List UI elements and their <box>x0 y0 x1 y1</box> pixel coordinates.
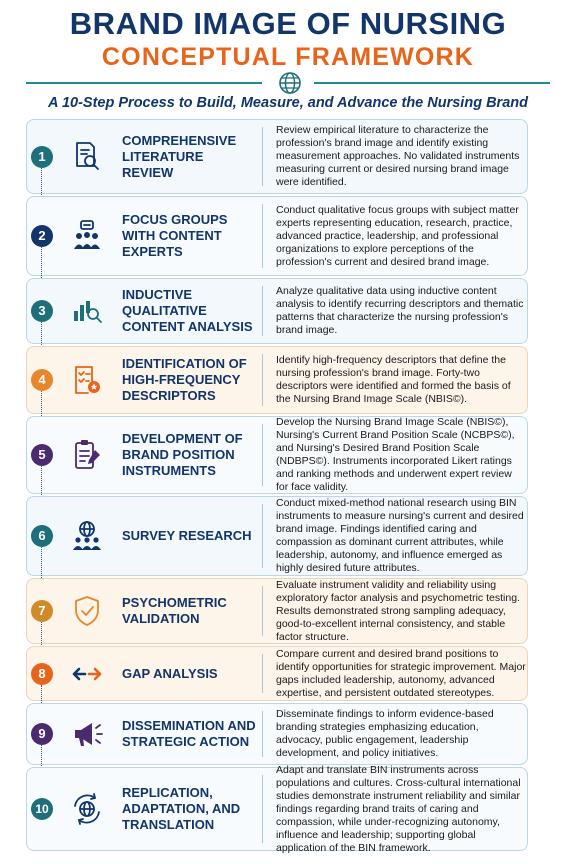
step-title <box>122 498 257 574</box>
step-title-text: INDUCTIVE QUALITATIVE CONTENT ANALYSIS <box>122 287 253 334</box>
clipboard-pencil-icon <box>70 438 104 472</box>
step-description <box>276 198 526 274</box>
step-title <box>122 648 257 699</box>
step-description <box>276 348 526 412</box>
row-separator <box>262 204 263 268</box>
step-description-text: Conduct qualitative focus groups with subject matter experts representing education, research, practice, advanced practice, leadership, and professional organizations to explore perceptions of the profession's current and desired brand image. <box>276 203 519 268</box>
step-title <box>122 198 257 274</box>
step-description <box>276 648 526 699</box>
step-number-badge: 4 <box>31 369 53 391</box>
chart-magnifier-icon <box>70 294 104 328</box>
step-title <box>122 705 257 763</box>
step-title <box>122 121 257 192</box>
two-way-arrows-icon <box>70 657 104 691</box>
step-title-text: DEVELOPMENT OF BRAND POSITION INSTRUMENTS <box>122 431 243 478</box>
step-description-text: Conduct mixed-method national research using BIN instruments to measure nursing's current and desired brand image. Findings identified caring and compassion as dominant current attributes, while leadership, autonomy, and influence emerged as highly desired future attributes. <box>276 497 524 574</box>
page-subtitle-heading: CONCEPTUAL FRAMEWORK <box>101 43 475 71</box>
document-search-icon <box>70 140 104 174</box>
step-number-badge: 10 <box>31 798 53 820</box>
framework-tagline: A 10-Step Process to Build, Measure, and Advance the Nursing Brand <box>48 95 528 111</box>
step-number-badge: 2 <box>31 225 53 247</box>
step-title <box>122 580 257 642</box>
row-separator <box>262 654 263 693</box>
step-description-text: Disseminate findings to inform evidence-based branding strategies emphasizing education, advocacy, public engagement, leadership development, and policy initiatives. <box>276 708 494 759</box>
row-separator <box>262 586 263 636</box>
step-description <box>276 705 526 763</box>
row-separator <box>262 504 263 568</box>
step-number-badge: 8 <box>31 663 53 685</box>
step-description <box>276 121 526 192</box>
step-title-text: PSYCHOMETRIC VALIDATION <box>122 595 227 626</box>
globe-people-icon <box>70 519 104 553</box>
step-number-badge: 3 <box>31 300 53 322</box>
step-description <box>276 498 526 574</box>
focus-group-icon <box>70 219 104 253</box>
row-separator <box>262 711 263 757</box>
step-number-badge: 5 <box>31 444 53 466</box>
step-title-text: IDENTIFICATION OF HIGH-FREQUENCY DESCRIPTORS <box>122 356 247 403</box>
row-separator <box>262 775 263 843</box>
globe-icon <box>278 71 302 95</box>
step-title <box>122 418 257 492</box>
step-description-text: Identify high-frequency descriptors that define the nursing profession's brand image. Forty-two descriptors were identified and formed the basis of the Nursing Brand Image Scale (NBIS©). <box>276 354 511 405</box>
step-description-text: Compare current and desired brand positions to identify opportunities for strategic improvement. Major gaps included leadership, autonomy, advanced expertise, and persistent outdated stereotypes. <box>276 647 526 699</box>
row-separator <box>262 127 263 186</box>
divider-left <box>26 82 262 84</box>
row-separator <box>262 354 263 406</box>
step-title <box>122 769 257 849</box>
step-title-text: DISSEMINATION AND STRATEGIC ACTION <box>122 718 256 749</box>
step-title-text: REPLICATION, ADAPTATION, AND TRANSLATION <box>122 785 241 832</box>
divider-right <box>314 82 550 84</box>
step-title <box>122 348 257 412</box>
shield-check-icon <box>70 594 104 628</box>
step-description <box>276 418 526 492</box>
step-description-text: Develop the Nursing Brand Image Scale (NBIS©), Nursing's Current Brand Position Scale (NCBPS©), and Nursing's Desired Brand Position Scale (NDBPS©). Instruments incorporated Likert ratings and ranking methods and underwent expert review for face validity. <box>276 416 515 493</box>
step-title-text: GAP ANALYSIS <box>122 665 218 681</box>
step-title-text: SURVEY RESEARCH <box>122 528 252 543</box>
step-title <box>122 280 257 342</box>
page-title: BRAND IMAGE OF NURSING <box>69 6 507 41</box>
step-number-badge: 6 <box>31 525 53 547</box>
checklist-star-icon <box>70 363 104 397</box>
globe-cycle-icon <box>70 792 104 826</box>
step-number-badge: 9 <box>31 723 53 745</box>
step-description <box>276 580 526 642</box>
row-separator <box>262 424 263 486</box>
step-description <box>276 763 526 854</box>
step-description-text: Review empirical literature to characterize the profession's brand image and identify existing measurement approaches. No validated instruments measuring current or desired nursing brand image were identified. <box>276 124 520 188</box>
step-description-text: Evaluate instrument validity and reliability using exploratory factor analysis and psychometric testing. Results demonstrated strong sampling adequacy, good-to-excellent internal consistency, and stable factor structure. <box>276 578 520 643</box>
step-description-text: Adapt and translate BIN instruments across populations and cultures. Cross-cultural international studies demonstrate instrument reliability and similar findings regarding brand traits of caring and compassion, while under-recognizing autonomy, influence and leadership; supporting global application of the BIN framework. <box>276 763 521 854</box>
step-title-text: FOCUS GROUPS WITH CONTENT EXPERTS <box>122 212 228 259</box>
step-description <box>276 280 526 342</box>
step-number-badge: 1 <box>31 146 53 168</box>
step-description-text: Analyze qualitative data using inductive content analysis to identify recurring descriptors and thematic patterns that characterize the nursing profession's brand image. <box>276 285 524 336</box>
row-separator <box>262 286 263 336</box>
step-number-badge: 7 <box>31 600 53 622</box>
megaphone-icon <box>70 717 104 751</box>
step-title-text: COMPREHENSIVE LITERATURE REVIEW <box>122 132 237 180</box>
